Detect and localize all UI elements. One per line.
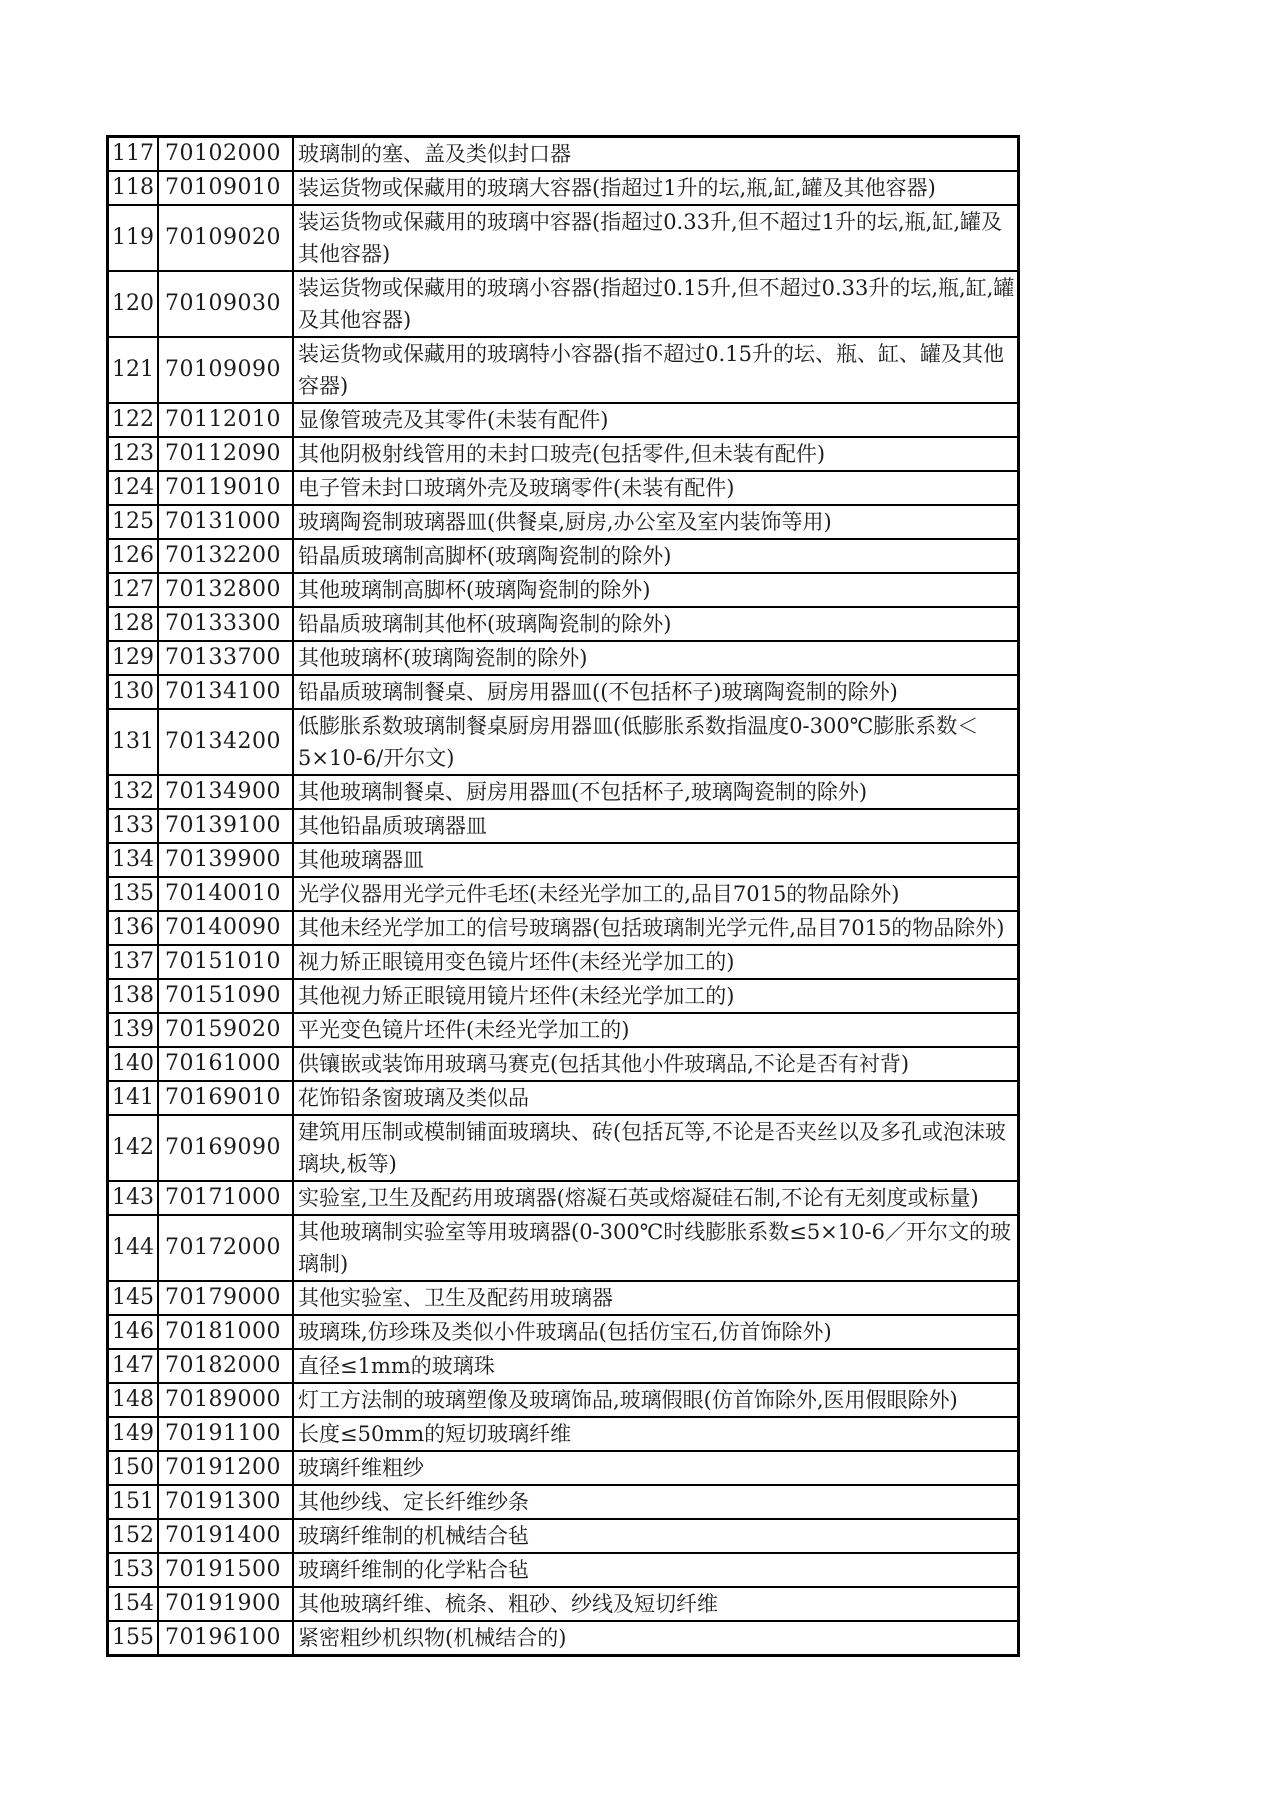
hs-code-cell: 70109010 [158,171,293,205]
hs-code-cell: 70191400 [158,1519,293,1553]
description-cell: 玻璃陶瓷制玻璃器皿(供餐桌,厨房,办公室及室内装饰等用) [293,505,1019,539]
description-cell: 玻璃纤维粗纱 [293,1451,1019,1485]
table-row [108,171,1019,205]
table-row [108,337,1019,403]
table-row [108,1485,1019,1519]
row-number-cell: 118 [108,171,159,205]
description-cell: 显像管玻壳及其零件(未装有配件) [293,403,1019,437]
table-row [108,1047,1019,1081]
hs-code-cell: 70132800 [158,573,293,607]
row-number-cell: 139 [108,1013,159,1047]
hs-code-cell: 70159020 [158,1013,293,1047]
hs-code-cell: 70191900 [158,1587,293,1621]
row-number-cell: 147 [108,1349,159,1383]
description-cell: 电子管未封口玻璃外壳及玻璃零件(未装有配件) [293,471,1019,505]
hs-code-cell: 70140010 [158,877,293,911]
description-cell: 装运货物或保藏用的玻璃特小容器(指不超过0.15升的坛、瓶、缸、罐及其他容器) [293,337,1019,403]
description-cell: 灯工方法制的玻璃塑像及玻璃饰品,玻璃假眼(仿首饰除外,医用假眼除外) [293,1383,1019,1417]
table-row [108,1281,1019,1315]
description-cell: 玻璃纤维制的机械结合毡 [293,1519,1019,1553]
table-row [108,675,1019,709]
table-row [108,271,1019,337]
table-row [108,403,1019,437]
hs-code-cell: 70132200 [158,539,293,573]
table-row [108,1215,1019,1281]
row-number-cell: 155 [108,1621,159,1656]
hs-code-cell: 70191200 [158,1451,293,1485]
description-cell: 玻璃纤维制的化学粘合毡 [293,1553,1019,1587]
row-number-cell: 151 [108,1485,159,1519]
hs-code-cell: 70134900 [158,775,293,809]
row-number-cell: 138 [108,979,159,1013]
table-row [108,1013,1019,1047]
table-row [108,1451,1019,1485]
row-number-cell: 132 [108,775,159,809]
hs-code-cell: 70134100 [158,675,293,709]
table-row [108,437,1019,471]
table-row [108,1181,1019,1215]
hs-code-cell: 70109020 [158,205,293,271]
description-cell: 铅晶质玻璃制其他杯(玻璃陶瓷制的除外) [293,607,1019,641]
hs-code-table-body [108,137,1019,1656]
description-cell: 直径≤1mm的玻璃珠 [293,1349,1019,1383]
row-number-cell: 123 [108,437,159,471]
description-cell: 建筑用压制或模制铺面玻璃块、砖(包括瓦等,不论是否夹丝以及多孔或泡沫玻璃块,板等) [293,1115,1019,1181]
row-number-cell: 140 [108,1047,159,1081]
hs-code-cell: 70179000 [158,1281,293,1315]
description-cell: 装运货物或保藏用的玻璃大容器(指超过1升的坛,瓶,缸,罐及其他容器) [293,171,1019,205]
row-number-cell: 149 [108,1417,159,1451]
row-number-cell: 133 [108,809,159,843]
hs-code-cell: 70151010 [158,945,293,979]
row-number-cell: 142 [108,1115,159,1181]
row-number-cell: 134 [108,843,159,877]
table-row [108,607,1019,641]
description-cell: 实验室,卫生及配药用玻璃器(熔凝石英或熔凝硅石制,不论有无刻度或标量) [293,1181,1019,1215]
table-row [108,809,1019,843]
hs-code-cell: 70133300 [158,607,293,641]
table-row [108,471,1019,505]
hs-code-cell: 70191500 [158,1553,293,1587]
table-row [108,775,1019,809]
table-row [108,843,1019,877]
hs-code-cell: 70151090 [158,979,293,1013]
row-number-cell: 144 [108,1215,159,1281]
row-number-cell: 135 [108,877,159,911]
row-number-cell: 152 [108,1519,159,1553]
row-number-cell: 117 [108,137,159,172]
hs-code-cell: 70109090 [158,337,293,403]
hs-code-cell: 70171000 [158,1181,293,1215]
row-number-cell: 136 [108,911,159,945]
description-cell: 其他视力矫正眼镜用镜片坯件(未经光学加工的) [293,979,1019,1013]
description-cell: 花饰铅条窗玻璃及类似品 [293,1081,1019,1115]
row-number-cell: 137 [108,945,159,979]
table-row [108,505,1019,539]
table-row [108,911,1019,945]
hs-code-table [106,135,1020,1657]
hs-code-cell: 70196100 [158,1621,293,1656]
table-row [108,1383,1019,1417]
table-row [108,641,1019,675]
row-number-cell: 154 [108,1587,159,1621]
row-number-cell: 120 [108,271,159,337]
description-cell: 其他阴极射线管用的未封口玻壳(包括零件,但未装有配件) [293,437,1019,471]
table-row [108,1621,1019,1656]
row-number-cell: 143 [108,1181,159,1215]
row-number-cell: 129 [108,641,159,675]
hs-code-cell: 70181000 [158,1315,293,1349]
description-cell: 其他纱线、定长纤维纱条 [293,1485,1019,1519]
table-row [108,573,1019,607]
description-cell: 玻璃珠,仿珍珠及类似小件玻璃品(包括仿宝石,仿首饰除外) [293,1315,1019,1349]
description-cell: 其他玻璃器皿 [293,843,1019,877]
row-number-cell: 131 [108,709,159,775]
table-row [108,709,1019,775]
row-number-cell: 150 [108,1451,159,1485]
description-cell: 装运货物或保藏用的玻璃小容器(指超过0.15升,但不超过0.33升的坛,瓶,缸,罐及其他容器) [293,271,1019,337]
table-row [108,945,1019,979]
description-cell: 铅晶质玻璃制高脚杯(玻璃陶瓷制的除外) [293,539,1019,573]
table-row [108,979,1019,1013]
hs-code-cell: 70169010 [158,1081,293,1115]
table-row [108,137,1019,172]
hs-code-cell: 70161000 [158,1047,293,1081]
description-cell: 铅晶质玻璃制餐桌、厨房用器皿((不包括杯子)玻璃陶瓷制的除外) [293,675,1019,709]
hs-code-cell: 70133700 [158,641,293,675]
hs-code-cell: 70131000 [158,505,293,539]
row-number-cell: 119 [108,205,159,271]
description-cell: 其他玻璃制餐桌、厨房用器皿(不包括杯子,玻璃陶瓷制的除外) [293,775,1019,809]
description-cell: 其他玻璃杯(玻璃陶瓷制的除外) [293,641,1019,675]
hs-code-cell: 70191100 [158,1417,293,1451]
table-row [108,1519,1019,1553]
row-number-cell: 122 [108,403,159,437]
table-row [108,1417,1019,1451]
table-row [108,1081,1019,1115]
row-number-cell: 153 [108,1553,159,1587]
description-cell: 其他实验室、卫生及配药用玻璃器 [293,1281,1019,1315]
table-row [108,539,1019,573]
description-cell: 视力矫正眼镜用变色镜片坯件(未经光学加工的) [293,945,1019,979]
hs-code-cell: 70189000 [158,1383,293,1417]
row-number-cell: 148 [108,1383,159,1417]
table-row [108,1587,1019,1621]
description-cell: 其他铅晶质玻璃器皿 [293,809,1019,843]
hs-code-cell: 70109030 [158,271,293,337]
description-cell: 光学仪器用光学元件毛坯(未经光学加工的,品目7015的物品除外) [293,877,1019,911]
row-number-cell: 130 [108,675,159,709]
description-cell: 供镶嵌或装饰用玻璃马赛克(包括其他小件玻璃品,不论是否有衬背) [293,1047,1019,1081]
hs-code-cell: 70182000 [158,1349,293,1383]
description-cell: 低膨胀系数玻璃制餐桌厨房用器皿(低膨胀系数指温度0-300℃膨胀系数＜5×10-6/开尔文) [293,709,1019,775]
hs-code-cell: 70140090 [158,911,293,945]
row-number-cell: 125 [108,505,159,539]
hs-code-cell: 70169090 [158,1115,293,1181]
row-number-cell: 124 [108,471,159,505]
hs-code-cell: 70134200 [158,709,293,775]
hs-code-cell: 70139900 [158,843,293,877]
hs-code-cell: 70112090 [158,437,293,471]
row-number-cell: 126 [108,539,159,573]
hs-code-cell: 70191300 [158,1485,293,1519]
hs-code-cell: 70139100 [158,809,293,843]
row-number-cell: 141 [108,1081,159,1115]
table-row [108,1349,1019,1383]
description-cell: 玻璃制的塞、盖及类似封口器 [293,137,1019,172]
description-cell: 其他玻璃制实验室等用玻璃器(0-300℃时线膨胀系数≤5×10-6／开尔文的玻璃制) [293,1215,1019,1281]
hs-code-cell: 70119010 [158,471,293,505]
description-cell: 其他未经光学加工的信号玻璃器(包括玻璃制光学元件,品目7015的物品除外) [293,911,1019,945]
description-cell: 长度≤50mm的短切玻璃纤维 [293,1417,1019,1451]
description-cell: 装运货物或保藏用的玻璃中容器(指超过0.33升,但不超过1升的坛,瓶,缸,罐及其他容器) [293,205,1019,271]
row-number-cell: 127 [108,573,159,607]
hs-code-cell: 70172000 [158,1215,293,1281]
table-row [108,1315,1019,1349]
row-number-cell: 146 [108,1315,159,1349]
hs-code-cell: 70102000 [158,137,293,172]
table-row [108,205,1019,271]
row-number-cell: 128 [108,607,159,641]
hs-code-cell: 70112010 [158,403,293,437]
description-cell: 紧密粗纱机织物(机械结合的) [293,1621,1019,1656]
table-row [108,1115,1019,1181]
row-number-cell: 121 [108,337,159,403]
table-row [108,1553,1019,1587]
description-cell: 其他玻璃制高脚杯(玻璃陶瓷制的除外) [293,573,1019,607]
description-cell: 平光变色镜片坯件(未经光学加工的) [293,1013,1019,1047]
row-number-cell: 145 [108,1281,159,1315]
table-row [108,877,1019,911]
description-cell: 其他玻璃纤维、梳条、粗砂、纱线及短切纤维 [293,1587,1019,1621]
